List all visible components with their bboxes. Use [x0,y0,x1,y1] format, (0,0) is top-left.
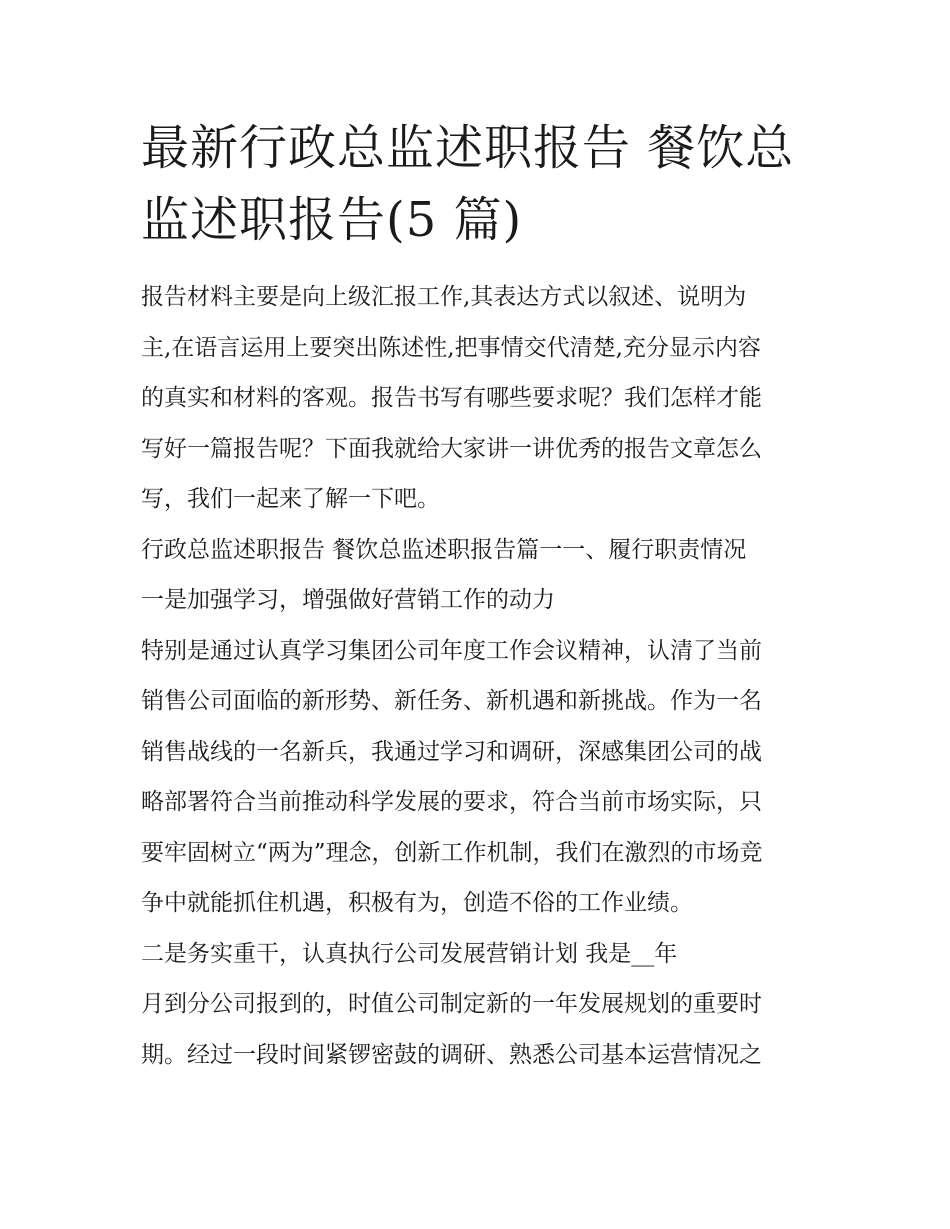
body-line: 特别是通过认真学习集团公司年度工作会议精神，认清了当前 [141,637,762,664]
body-line: 销售战线的一名新兵，我通过学习和调研，深感集团公司的战 [141,738,762,765]
body-line: 主,在语言运用上要突出陈述性,把事情交代清楚,充分显示内容 [141,334,761,361]
body-line: 期。经过一段时间紧锣密鼓的调研、熟悉公司基本运营情况之 [141,1041,762,1068]
body-line: 写好一篇报告呢？下面我就给大家讲一讲优秀的报告文章怎么 [141,435,762,462]
body-line: 写，我们一起来了解一下吧。 [141,486,440,512]
document-body [141,272,813,1080]
section-heading: 行政总监述职报告 餐饮总监述职报告篇一一、履行职责情况 [141,536,747,563]
sub-heading: 一是加强学习，增强做好营销工作的动力 [141,587,555,613]
body-line: 报告材料主要是向上级汇报工作,其表达方式以叙述、说明为 [141,284,747,310]
body-line: 争中就能抓住机遇，积极有为，创造不俗的工作业绩。 [141,890,693,916]
title-line: 监述职报告(5 篇) [141,192,523,248]
title-line: 最新行政总监述职报告 餐饮总 [141,120,795,176]
body-line: 的真实和材料的客观。报告书写有哪些要求呢？我们怎样才能 [141,385,762,411]
sub-heading: 二是务实重干，认真执行公司发展营销计划 我是__年 [141,940,678,967]
body-line: 销售公司面临的新形势、新任务、新机遇和新挑战。作为一名 [141,688,762,714]
body-line: 要牢固树立“两为”理念，创新工作机制，我们在激烈的市场竞 [141,839,763,866]
body-line: 月到分公司报到的，时值公司制定新的一年发展规划的重要时 [141,991,762,1017]
body-line: 略部署符合当前推动科学发展的要求，符合当前市场实际，只 [141,789,762,815]
document-page [141,112,813,1080]
document-title [141,112,813,256]
